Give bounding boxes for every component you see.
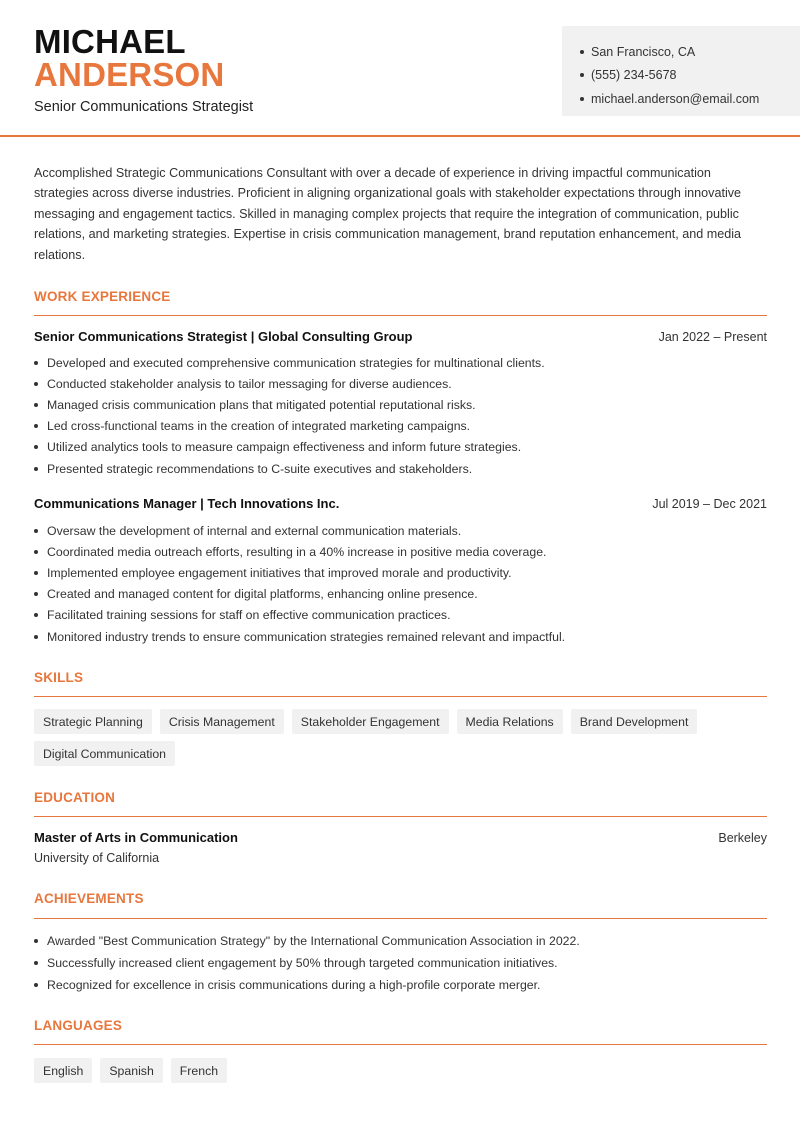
contact-phone	[580, 64, 800, 88]
contact-email-text: michael.anderson@email.com	[591, 91, 760, 106]
section-title-work: WORK EXPERIENCE	[34, 289, 171, 304]
education-header	[34, 830, 767, 845]
section-title-languages: LANGUAGES	[34, 1018, 123, 1033]
job-dates: Jan 2022 – Present	[658, 329, 767, 344]
achievement-bullets	[34, 930, 767, 996]
job-role: Senior Communications Strategist | Global Consulting Group	[34, 329, 413, 344]
job-header-1	[34, 329, 767, 344]
contact-phone-text: (555) 234-5678	[591, 68, 677, 83]
list-item: Led cross-functional teams in the creation of integrated marketing campaigns.	[34, 416, 767, 437]
list-item: Facilitated training sessions for staff on effective communication practices.	[34, 605, 767, 626]
education-location: Berkeley	[718, 830, 767, 845]
job-role: Communications Manager | Tech Innovations Inc.	[34, 496, 340, 511]
section-divider	[34, 918, 767, 919]
list-item: Implemented employee engagement initiatives that improved morale and productivity.	[34, 562, 767, 583]
list-item: Presented strategic recommendations to C-suite executives and stakeholders.	[34, 458, 767, 479]
section-title-education: EDUCATION	[34, 790, 116, 805]
bullet-dot	[580, 50, 584, 54]
skill-tag: Stakeholder Engagement	[292, 709, 449, 734]
section-divider	[34, 816, 767, 817]
list-item: Developed and executed comprehensive communication strategies for multinational clients.	[34, 352, 767, 373]
list-item: Created and managed content for digital platforms, enhancing online presence.	[34, 584, 767, 605]
list-item: Managed crisis communication plans that mitigated potential reputational risks.	[34, 394, 767, 415]
summary: Accomplished Strategic Communications Consultant with over a decade of experience in driving impactful communication strategies across diverse industries. Proficient in aligning organizational goals with stakeholder expectations through innovative messaging and engagement tactics. Skilled in managing complex projects that require the integration of communication, public relations, and marketing strategies. Expertise in crisis communication management, brand reputation enhancement, and media relations.	[34, 166, 742, 262]
language-tag: Spanish	[100, 1058, 162, 1083]
job-dates: Jul 2019 – Dec 2021	[652, 496, 767, 511]
skills-tags	[34, 709, 767, 766]
list-item: Oversaw the development of internal and external communication materials.	[34, 520, 767, 541]
list-item: Monitored industry trends to ensure communication strategies remained relevant and impactful.	[34, 626, 767, 647]
job-header-2	[34, 496, 767, 511]
job-title: Senior Communications Strategist	[34, 99, 254, 115]
list-item: Utilized analytics tools to measure campaign effectiveness and inform future strategies.	[34, 437, 767, 458]
list-item: Coordinated media outreach efforts, resulting in a 40% increase in positive media coverage.	[34, 541, 767, 562]
skill-tag: Brand Development	[571, 709, 698, 734]
education-degree: Master of Arts in Communication	[34, 830, 238, 845]
skill-tag: Media Relations	[457, 709, 563, 734]
list-item: Recognized for excellence in crisis communications during a high-profile corporate merger.	[34, 974, 767, 996]
education-school: University of California	[34, 851, 160, 865]
contact-location-text: San Francisco, CA	[591, 44, 696, 59]
section-title-skills: SKILLS	[34, 670, 84, 685]
section-divider	[34, 1044, 767, 1045]
contact-email	[580, 87, 800, 111]
job-bullets-1	[34, 352, 767, 479]
section-divider	[34, 696, 767, 697]
bullet-dot	[580, 73, 584, 77]
contact-box	[562, 26, 800, 116]
skill-tag: Strategic Planning	[34, 709, 152, 734]
resume-header	[0, 0, 800, 137]
language-tag: English	[34, 1058, 92, 1083]
job-bullets-2	[34, 520, 767, 647]
list-item: Conducted stakeholder analysis to tailor messaging for diverse audiences.	[34, 373, 767, 394]
language-tags	[34, 1058, 767, 1083]
list-item: Awarded "Best Communication Strategy" by the International Communication Association in 2022.	[34, 930, 767, 952]
skill-tag: Crisis Management	[160, 709, 284, 734]
list-item: Successfully increased client engagement by 50% through targeted communication initiatives.	[34, 952, 767, 974]
bullet-dot	[580, 97, 584, 101]
language-tag: French	[171, 1058, 227, 1083]
last-name: ANDERSON	[34, 56, 225, 93]
section-title-achievements: ACHIEVEMENTS	[34, 891, 144, 906]
first-name: MICHAEL	[34, 23, 186, 60]
skill-tag: Digital Communication	[34, 741, 175, 766]
section-divider	[34, 315, 767, 316]
contact-location	[580, 40, 800, 64]
